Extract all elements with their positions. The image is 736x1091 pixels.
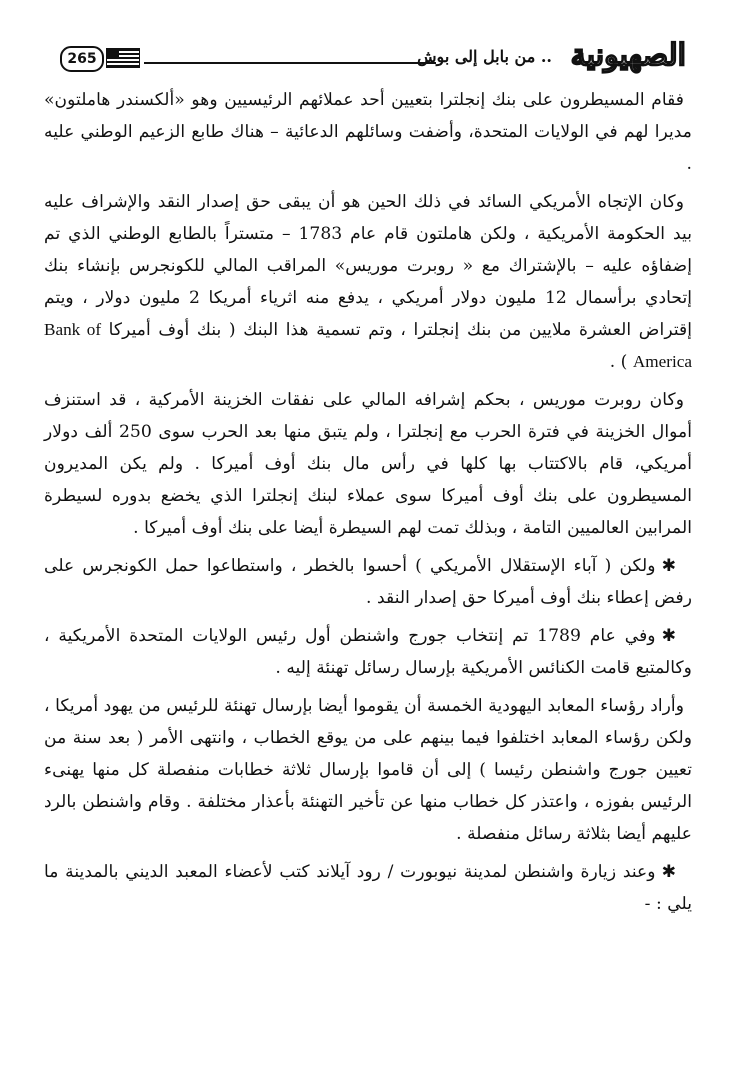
paragraph-5 xyxy=(44,620,692,684)
paragraph-6 xyxy=(44,690,692,850)
paragraph-text: ولكن ( آباء الإستقلال الأمريكي ) أحسوا بالخطر ، واستطاعوا حمل الكونجرس على رفض إعطاء بنك أوف أميركا حق إصدار النقد . xyxy=(44,556,692,608)
paragraph-tail: ) . xyxy=(609,352,628,372)
book-subtitle: .. من بابل إلى بوش xyxy=(417,47,552,66)
latin-bank-name: Bank of America xyxy=(44,320,692,371)
asterisk-bullet-icon: ✱ xyxy=(661,556,676,576)
running-header xyxy=(52,36,686,80)
paragraph-text: فقام المسيطرون على بنك إنجلترا بتعيين أحد عملائهم الرئيسيين وهو «ألكسندر هاملتون» مديرا لهم في الولايات المتحدة، وأضفت وسائلهم الدعائية – هناك طابع الزعيم الوطني عليه . xyxy=(44,90,692,174)
book-title: الصهيونية xyxy=(570,38,686,73)
paragraph-7 xyxy=(44,856,692,920)
body-text xyxy=(44,84,692,926)
page-number: 265 xyxy=(60,46,104,72)
paragraph-text: وكان روبرت موريس ، بحكم إشرافه المالي على نفقات الخزينة الأمركية ، قد استنزف أموال الخزينة في فترة الحرب مع إنجلترا ، ولم يتبق منها بعد الحرب سوى 250 ألف دولار أمريكي، قام بالاكتتاب بها كلها في رأس مال بنك أوف أميركا . ولم يكن المديرون المسيطرون على بنك أوف أميركا سوى عملاء لبنك إنجلترا الذي يخضع بدوره لسيطرة المرابين العالميين التامة ، وبذلك تمت لهم السيطرة أيضا على بنك أوف أميركا . xyxy=(44,390,692,538)
paragraph-text: وفي عام 1789 تم إنتخاب جورج واشنطن أول رئيس الولايات المتحدة الأمريكية ، وكالمتبع قامت الكنائس الأمريكية بإرسال رسائل تهنئة إليه . xyxy=(44,626,692,678)
paragraph-text: وعند زيارة واشنطن لمدينة نيوبورت / رود آيلاند كتب لأعضاء المعبد الديني بالمدينة ما يلي : - xyxy=(44,862,692,914)
paragraph-4 xyxy=(44,550,692,614)
paragraph-2 xyxy=(44,186,692,378)
paragraph-3 xyxy=(44,384,692,544)
header-rule xyxy=(144,62,436,64)
paragraph-text: وكان الإتجاه الأمريكي السائد في ذلك الحين هو أن يبقى حق إصدار النقد والإشراف عليه بيد الحكومة الأمريكية ، ولكن هاملتون قام عام 1783 – متستراً بالطابع الوطني الذي تم إضفاؤه عليه – بالإشتراك مع « روبرت موريس» المراقب المالي للكونجرس بإنشاء بنك إتحادي برأسمال 12 مليون دولار أمريكي ، يدفع منه اثرياء أمريكا 2 مليون دولار ، ويتم إقتراض العشرة ملايين من بنك إنجلترا ، وتم تسمية هذا البنك ( بنك أوف أميركا xyxy=(44,192,693,340)
us-flag-icon xyxy=(106,48,140,68)
asterisk-bullet-icon: ✱ xyxy=(661,626,676,646)
paragraph-1 xyxy=(44,84,692,180)
asterisk-bullet-icon: ✱ xyxy=(661,862,676,882)
paragraph-text: وأراد رؤساء المعابد اليهودية الخمسة أن يقوموا أيضا بإرسال تهنئة للرئيس من يهود أمريكا ، ولكن رؤساء المعابد اختلفوا فيما بينهم على من يوقع الخطاب ، وانتهى الأمر ( بعد سنة من تعيين جورج واشنطن رئيسا ) إلى أن قاموا بإرسال ثلاثة خطابات منفصلة كل منها يهنىء الرئيس بفوزه ، واعتذر كل خطاب منها عن تأخير التهنئة بأعذار مختلفة . وقام واشنطن بالرد عليهم أيضا بثلاثة رسائل منفصلة . xyxy=(44,696,692,844)
